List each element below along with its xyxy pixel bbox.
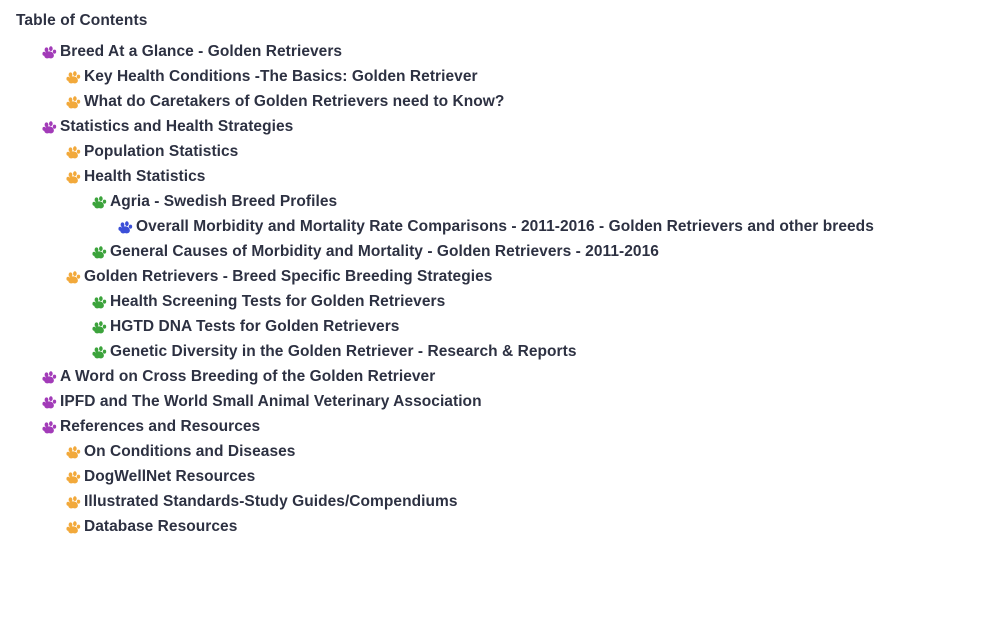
toc-item[interactable] (0, 494, 1000, 510)
paw-icon (92, 245, 107, 260)
toc-link[interactable]: Illustrated Standards-Study Guides/Compendiums (84, 493, 458, 510)
toc-item[interactable] (0, 169, 1000, 185)
toc-link[interactable]: HGTD DNA Tests for Golden Retrievers (110, 318, 400, 335)
toc-link[interactable]: DogWellNet Resources (84, 468, 256, 485)
paw-icon (42, 420, 57, 435)
toc-link[interactable]: Breed At a Glance - Golden Retrievers (60, 43, 343, 60)
toc-link[interactable]: On Conditions and Diseases (84, 443, 296, 460)
paw-icon (42, 370, 57, 385)
paw-icon (66, 445, 81, 460)
toc-item[interactable] (0, 69, 1000, 85)
paw-icon (66, 145, 81, 160)
paw-icon (92, 345, 107, 360)
paw-icon (42, 120, 57, 135)
toc-link[interactable]: IPFD and The World Small Animal Veterinary Association (60, 393, 482, 410)
toc-item[interactable] (0, 394, 1000, 410)
toc-item[interactable] (0, 119, 1000, 135)
toc-link[interactable]: Overall Morbidity and Mortality Rate Comparisons - 2011-2016 - Golden Retrievers and other breeds (136, 218, 874, 235)
toc-item[interactable] (0, 319, 1000, 335)
toc-item[interactable] (0, 519, 1000, 535)
paw-icon (42, 395, 57, 410)
toc-item[interactable] (0, 469, 1000, 485)
toc-link[interactable]: Population Statistics (84, 143, 239, 160)
toc-item[interactable] (0, 419, 1000, 435)
paw-icon (66, 170, 81, 185)
toc-link[interactable]: What do Caretakers of Golden Retrievers need to Know? (84, 93, 505, 110)
toc-link[interactable]: Key Health Conditions -The Basics: Golden Retriever (84, 68, 478, 85)
paw-icon (66, 520, 81, 535)
paw-icon (42, 45, 57, 60)
toc-link[interactable]: Health Screening Tests for Golden Retrievers (110, 293, 446, 310)
toc-link[interactable]: Statistics and Health Strategies (60, 118, 294, 135)
toc-link[interactable]: References and Resources (60, 418, 261, 435)
toc-link[interactable]: Agria - Swedish Breed Profiles (110, 193, 338, 210)
paw-icon (92, 195, 107, 210)
toc-item[interactable] (0, 44, 1000, 60)
paw-icon (92, 320, 107, 335)
paw-icon (66, 470, 81, 485)
page-title: Table of Contents (16, 12, 148, 29)
toc-item[interactable] (0, 369, 1000, 385)
toc-item[interactable] (0, 244, 1000, 260)
paw-icon (66, 95, 81, 110)
toc-link[interactable]: Health Statistics (84, 168, 206, 185)
paw-icon (66, 495, 81, 510)
toc-item[interactable] (0, 144, 1000, 160)
toc-item[interactable] (0, 94, 1000, 110)
paw-icon (92, 295, 107, 310)
toc-link[interactable]: A Word on Cross Breeding of the Golden Retriever (60, 368, 436, 385)
paw-icon (118, 220, 133, 235)
toc-item[interactable] (0, 344, 1000, 360)
toc-link[interactable]: Golden Retrievers - Breed Specific Breeding Strategies (84, 268, 493, 285)
toc-list (0, 44, 1000, 535)
toc-item[interactable] (0, 194, 1000, 210)
toc-item[interactable] (0, 294, 1000, 310)
toc-link[interactable]: Genetic Diversity in the Golden Retriever - Research & Reports (110, 343, 577, 360)
toc-link[interactable]: Database Resources (84, 518, 238, 535)
toc-link[interactable]: General Causes of Morbidity and Mortality - Golden Retrievers - 2011-2016 (110, 243, 659, 260)
paw-icon (66, 70, 81, 85)
toc-item[interactable] (0, 219, 1000, 235)
toc-item[interactable] (0, 444, 1000, 460)
paw-icon (66, 270, 81, 285)
toc-item[interactable] (0, 269, 1000, 285)
